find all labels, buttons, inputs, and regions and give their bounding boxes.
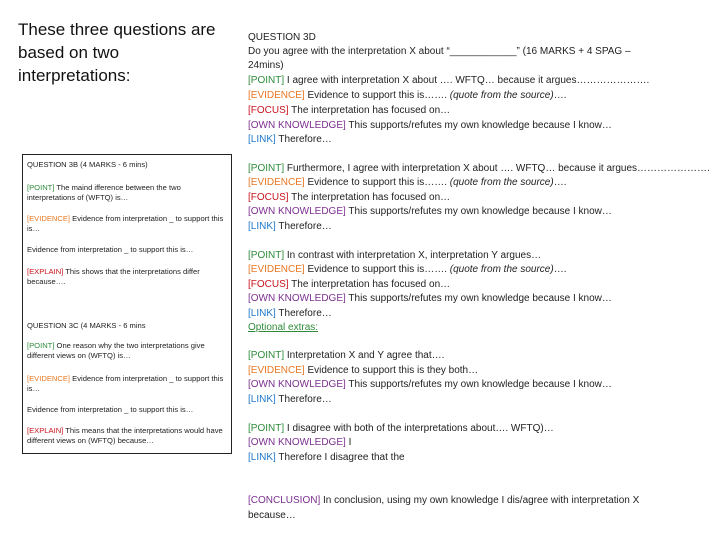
evidence-end: ….: [553, 90, 567, 101]
evidence-tag: [EVIDENCE]: [248, 177, 305, 188]
p2-evidence: [248, 176, 718, 191]
evidence-tag: [EVIDENCE]: [248, 365, 305, 376]
explain-tag: [EXPLAIN]: [27, 426, 64, 435]
point-tag: [POINT]: [27, 183, 55, 192]
focus-tag: [FOCUS]: [248, 105, 289, 116]
point-tag: [POINT]: [248, 423, 285, 434]
evidence-text: Evidence to support this is…….: [304, 264, 450, 275]
point-text: I disagree with both of the interpretations about…. WFTQ)…: [284, 423, 554, 434]
p1-own-knowledge: [248, 119, 718, 134]
explain-tag: [EXPLAIN]: [27, 267, 64, 276]
conclusion: [248, 494, 688, 523]
q3b-point: [27, 183, 231, 203]
q3c-title: QUESTION 3C (4 MARKS - 6 mins: [27, 321, 146, 330]
p1-evidence: [248, 89, 718, 104]
explain-text: This means that the interpretations would have different views on (WFTQ) because…: [27, 426, 223, 445]
evidence-quote: (quote from the source): [449, 90, 554, 101]
own-text: This supports/refutes my own knowledge because I know…: [345, 379, 612, 390]
own-tag: [OWN KNOWLEDGE]: [248, 437, 346, 448]
q3b-evidence: [27, 214, 231, 234]
point-tag: [POINT]: [248, 250, 285, 261]
point-tag: [POINT]: [27, 341, 55, 350]
evidence-tag: [EVIDENCE]: [27, 374, 71, 383]
q3b-explain: [27, 267, 231, 287]
p2-link: [248, 220, 718, 235]
q3c-evidence: [27, 374, 231, 394]
own-tag: [OWN KNOWLEDGE]: [248, 120, 346, 131]
intro-title: These three questions are based on two interpretations:: [18, 20, 216, 85]
point-text: Interpretation X and Y agree that….: [284, 350, 445, 361]
point-text: In contrast with interpretation X, interpretation Y argues…: [284, 250, 542, 261]
evidence-end: ….: [553, 177, 567, 188]
point-tag: [POINT]: [248, 350, 285, 361]
p4-point: [248, 349, 718, 364]
link-text: Therefore…: [275, 221, 332, 232]
p4-own-knowledge: [248, 378, 718, 393]
p3-focus: [248, 278, 718, 293]
evidence-text: Evidence from interpretation _ to support this is…: [27, 214, 224, 233]
link-text: Therefore…: [275, 308, 332, 319]
p3-link: [248, 307, 718, 322]
focus-text: The interpretation has focused on…: [288, 105, 451, 116]
point-tag: [POINT]: [248, 163, 285, 174]
own-text: This supports/refutes my own knowledge because I know…: [345, 120, 612, 131]
own-tag: [OWN KNOWLEDGE]: [248, 206, 346, 217]
focus-tag: [FOCUS]: [248, 192, 289, 203]
focus-text: The interpretation has focused on…: [288, 279, 451, 290]
p3-own-knowledge: [248, 292, 718, 307]
evidence-text: Evidence from interpretation _ to support this is…: [27, 374, 224, 393]
q3b-evidence-2: Evidence from interpretation _ to support this is…: [27, 245, 194, 254]
evidence-tag: [EVIDENCE]: [248, 90, 305, 101]
own-text: This supports/refutes my own knowledge because I know…: [345, 293, 612, 304]
evidence-end: ….: [553, 264, 567, 275]
link-tag: [LINK]: [248, 452, 276, 463]
conclusion-tag: [CONCLUSION]: [248, 495, 321, 506]
evidence-tag: [EVIDENCE]: [27, 214, 71, 223]
link-text: Therefore…: [275, 394, 332, 405]
link-text: Therefore…: [275, 134, 332, 145]
conclusion-text: In conclusion, using my own knowledge I dis/agree with interpretation X because…: [248, 495, 640, 521]
point-text: I agree with interpretation X about …. WFTQ… because it argues………………….: [284, 75, 650, 86]
optional-extras-label: Optional extras:: [248, 322, 319, 333]
q3c-evidence-2: Evidence from interpretation _ to support this is…: [27, 405, 194, 414]
evidence-text: Evidence to support this is…….: [304, 177, 450, 188]
explain-text: This shows that the interpretations differ because….: [27, 267, 200, 286]
evidence-quote: (quote from the source): [449, 264, 554, 275]
p4-link: [248, 393, 718, 408]
q3d-subtitle-2: 24mins): [248, 60, 284, 71]
evidence-tag: [EVIDENCE]: [248, 264, 305, 275]
p5-point: [248, 422, 718, 437]
p5-own-knowledge: [248, 436, 718, 451]
own-tag: [OWN KNOWLEDGE]: [248, 379, 346, 390]
own-text: This supports/refutes my own knowledge because I know…: [345, 206, 612, 217]
q3d-subtitle-1: Do you agree with the interpretation X about “____________” (16 MARKS + 4 SPAG –: [248, 46, 631, 57]
q3c-point: [27, 341, 231, 361]
own-text: I: [345, 437, 352, 448]
point-text: The maind ifference between the two interpretations of (WFTQ) is…: [27, 183, 181, 202]
q3c-explain: [27, 426, 231, 446]
evidence-text: Evidence to support this is they both…: [304, 365, 479, 376]
p1-link: [248, 133, 718, 148]
p3-evidence: [248, 263, 718, 278]
point-tag: [POINT]: [248, 75, 285, 86]
link-tag: [LINK]: [248, 394, 276, 405]
p1-focus: [248, 104, 718, 119]
p2-focus: [248, 191, 718, 206]
evidence-quote: (quote from the source): [449, 177, 554, 188]
point-text: Furthermore, I agree with interpretation X about …. WFTQ… because it argues………………….: [284, 163, 710, 174]
link-tag: [LINK]: [248, 308, 276, 319]
q3b-title: QUESTION 3B (4 MARKS - 6 mins): [27, 160, 148, 169]
p3-point: [248, 249, 718, 264]
own-tag: [OWN KNOWLEDGE]: [248, 293, 346, 304]
link-tag: [LINK]: [248, 134, 276, 145]
evidence-text: Evidence to support this is…….: [304, 90, 450, 101]
p4-evidence: [248, 364, 718, 379]
p2-own-knowledge: [248, 205, 718, 220]
link-text: Therefore I disagree that the: [275, 452, 405, 463]
point-text: One reason why the two interpretations give different views on (WFTQ) is…: [27, 341, 205, 360]
p1-point: [248, 74, 718, 89]
focus-text: The interpretation has focused on…: [288, 192, 451, 203]
q3d-title: QUESTION 3D: [248, 32, 316, 43]
p2-point: [248, 162, 718, 177]
p5-link: [248, 451, 718, 466]
focus-tag: [FOCUS]: [248, 279, 289, 290]
link-tag: [LINK]: [248, 221, 276, 232]
